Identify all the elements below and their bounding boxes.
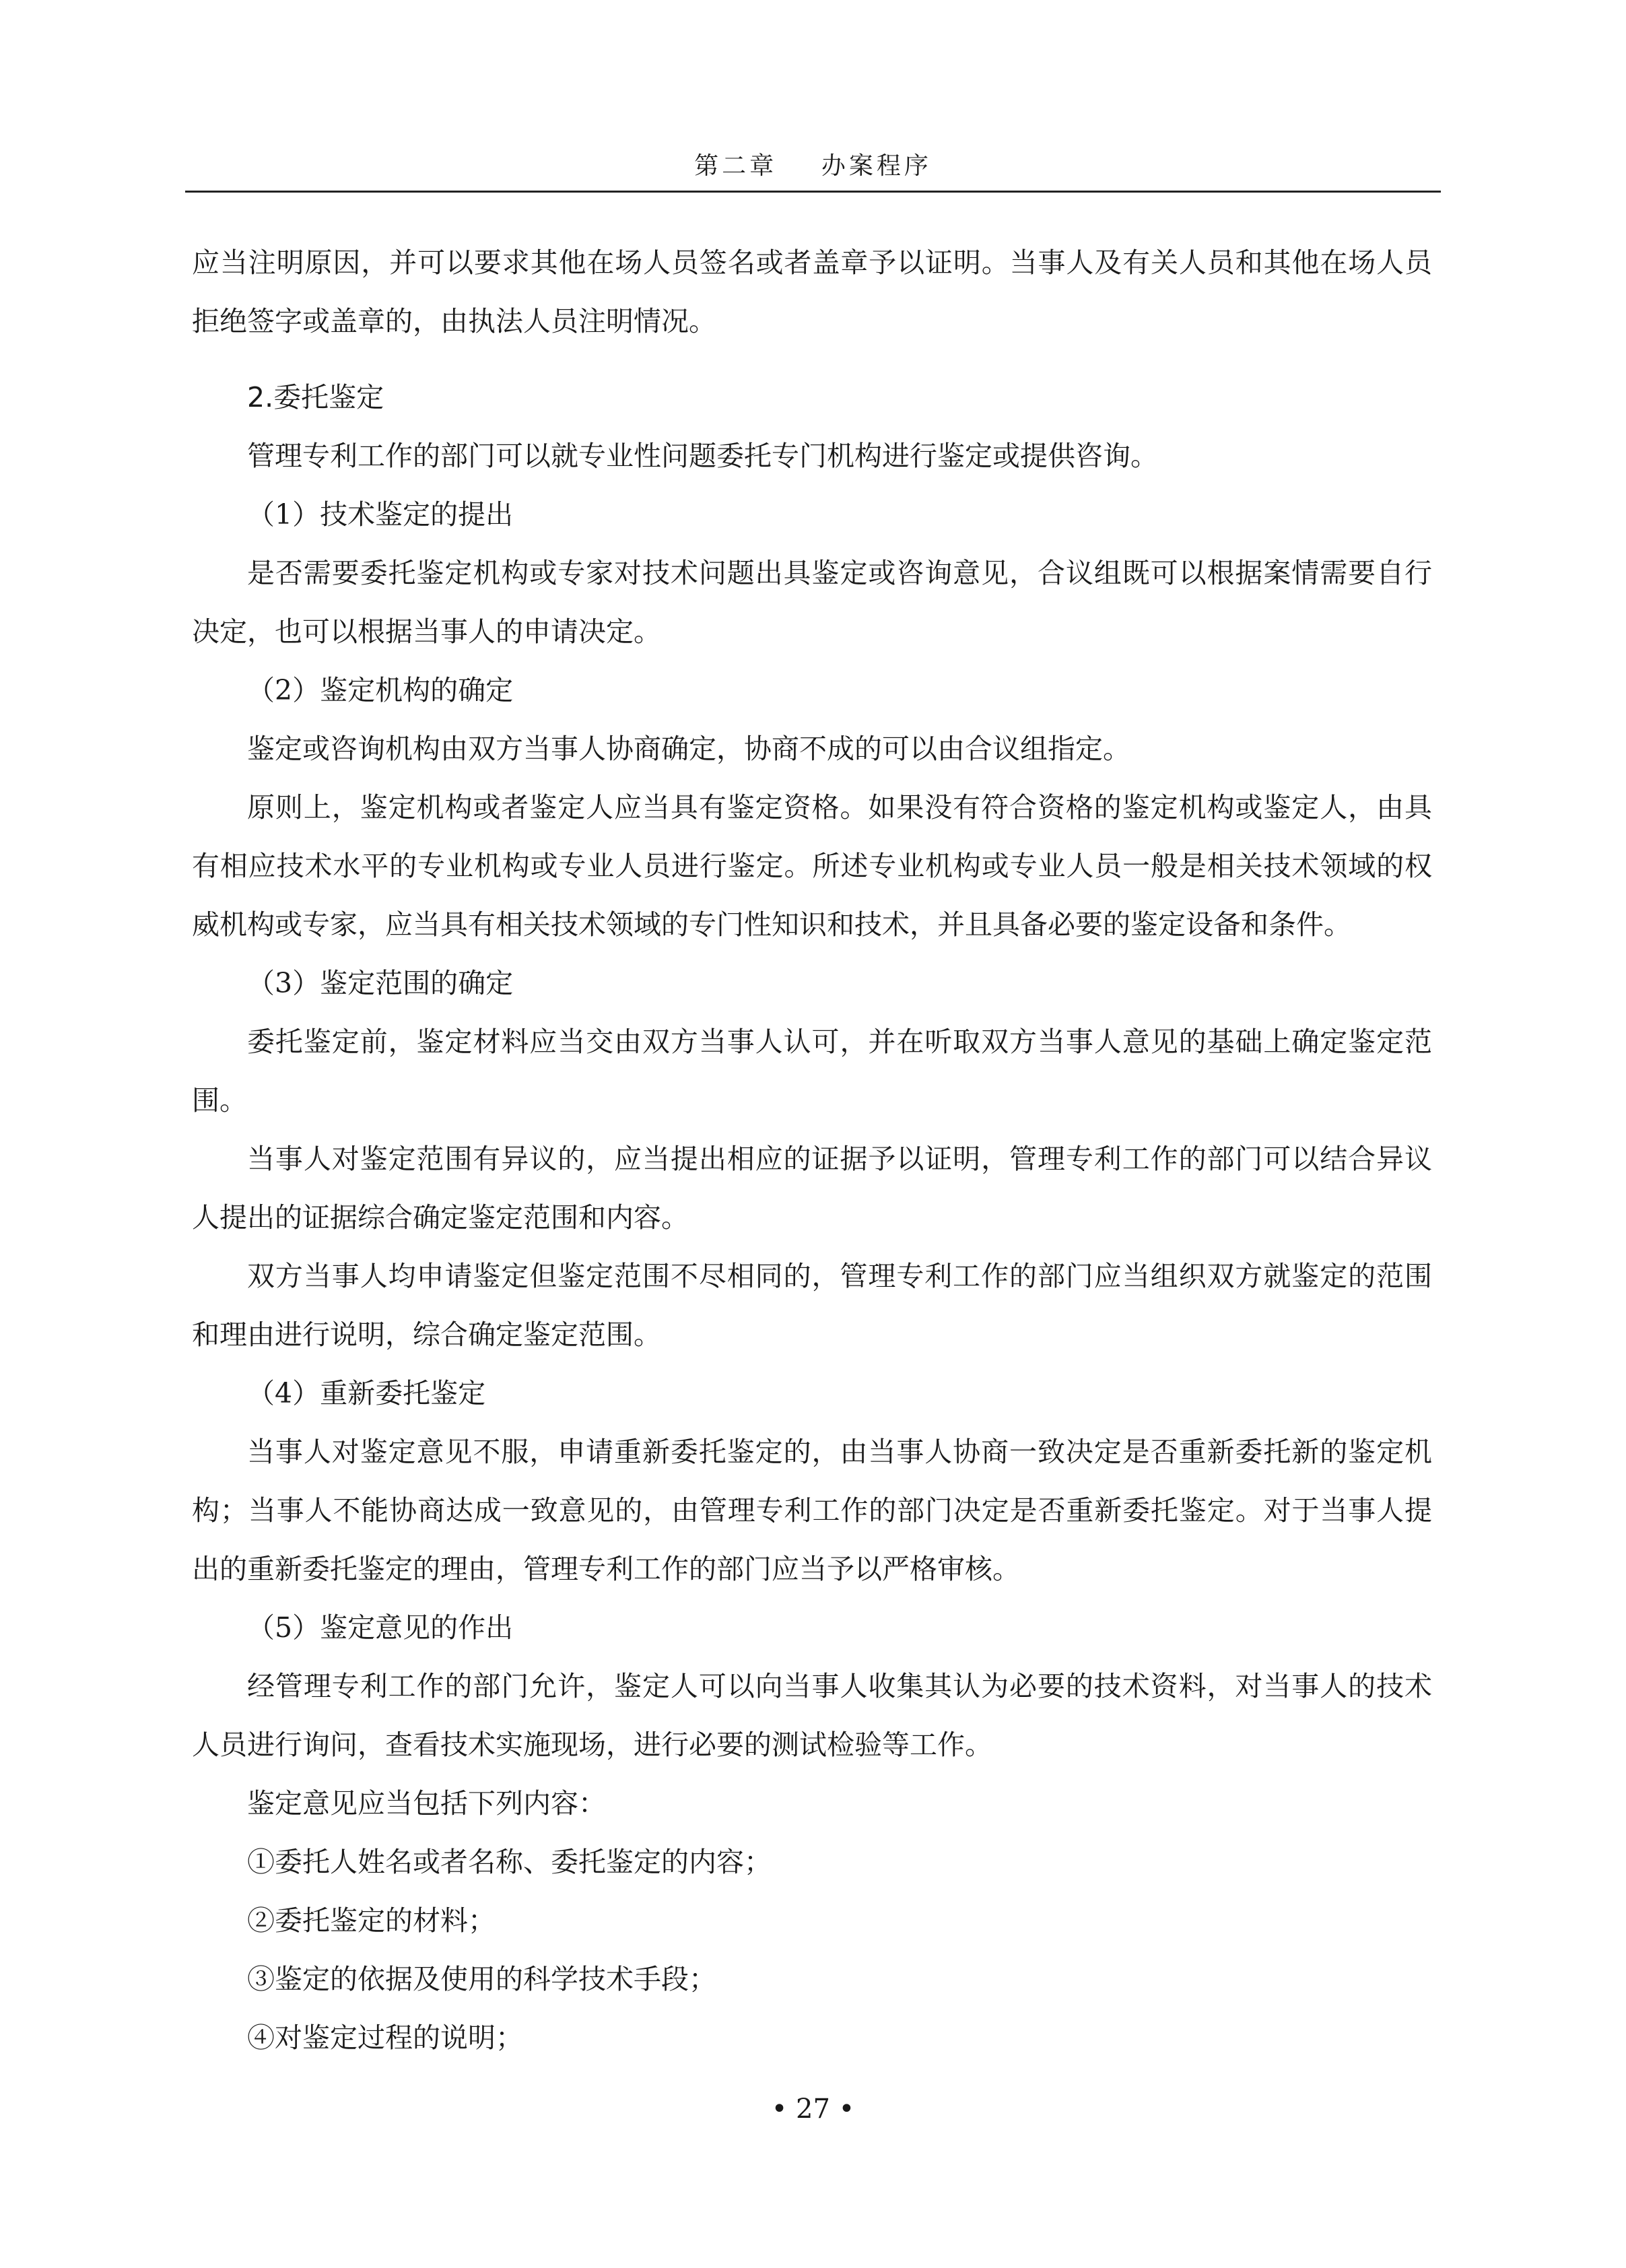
header-rule — [185, 191, 1441, 193]
section-heading: 2.委托鉴定 — [247, 381, 384, 413]
paragraph: 当事人对鉴定范围有异议的，应当提出相应的证据予以证明，管理专利工作的部门可以结合异议人提出的证据综合确定鉴定范围和内容。 — [192, 1143, 1432, 1234]
paragraph: 经管理专利工作的部门允许，鉴定人可以向当事人收集其认为必要的技术资料，对当事人的技术人员进行询问，查看技术实施现场，进行必要的测试检验等工作。 — [192, 1670, 1432, 1761]
body-text — [192, 234, 1432, 2067]
paragraph: 委托鉴定前，鉴定材料应当交由双方当事人认可，并在听取双方当事人意见的基础上确定鉴定范围。 — [192, 1026, 1432, 1116]
list-item: ①委托人姓名或者名称、委托鉴定的内容； — [247, 1846, 772, 1878]
paragraph: 鉴定意见应当包括下列内容： — [247, 1787, 606, 1820]
chapter-title: 办案程序 — [821, 152, 932, 180]
subsection-heading: （2）鉴定机构的确定 — [247, 674, 514, 706]
subsection-heading: （4）重新委托鉴定 — [247, 1377, 486, 1409]
list-item: ②委托鉴定的材料； — [247, 1904, 496, 1937]
subsection-heading: （3）鉴定范围的确定 — [247, 967, 514, 999]
paragraph: 应当注明原因，并可以要求其他在场人员签名或者盖章予以证明。当事人及有关人员和其他在场人员拒绝签字或盖章的，由执法人员注明情况。 — [192, 246, 1432, 337]
paragraph: 是否需要委托鉴定机构或专家对技术问题出具鉴定或咨询意见，合议组既可以根据案情需要自行决定，也可以根据当事人的申请决定。 — [192, 557, 1432, 648]
list-item: ④对鉴定过程的说明； — [247, 2022, 523, 2054]
running-header — [0, 149, 1626, 183]
paragraph: 双方当事人均申请鉴定但鉴定范围不尽相同的，管理专利工作的部门应当组织双方就鉴定的范围和理由进行说明，综合确定鉴定范围。 — [192, 1260, 1432, 1351]
paragraph: 鉴定或咨询机构由双方当事人协商确定，协商不成的可以由合议组指定。 — [247, 733, 1130, 765]
paragraph: 原则上，鉴定机构或者鉴定人应当具有鉴定资格。如果没有符合资格的鉴定机构或鉴定人，由具有相应技术水平的专业机构或专业人员进行鉴定。所述专业机构或专业人员一般是相关技术领域的权威机构或专家，应当具有相关技术领域的专门性知识和技术，并且具备必要的鉴定设备和条件。 — [192, 791, 1432, 941]
subsection-heading: （1）技术鉴定的提出 — [247, 498, 514, 531]
subsection-heading: （5）鉴定意见的作出 — [247, 1611, 514, 1644]
page-number: • 27 • — [771, 2094, 855, 2125]
chapter-label: 第二章 — [694, 152, 778, 180]
paragraph: 管理专利工作的部门可以就专业性问题委托专门机构进行鉴定或提供咨询。 — [247, 440, 1158, 472]
list-item: ③鉴定的依据及使用的科学技术手段； — [247, 1963, 716, 1995]
paragraph: 当事人对鉴定意见不服，申请重新委托鉴定的，由当事人协商一致决定是否重新委托新的鉴定机构；当事人不能协商达成一致意见的，由管理专利工作的部门决定是否重新委托鉴定。对于当事人提出的重新委托鉴定的理由，管理专利工作的部门应当予以严格审核。 — [192, 1436, 1432, 1585]
